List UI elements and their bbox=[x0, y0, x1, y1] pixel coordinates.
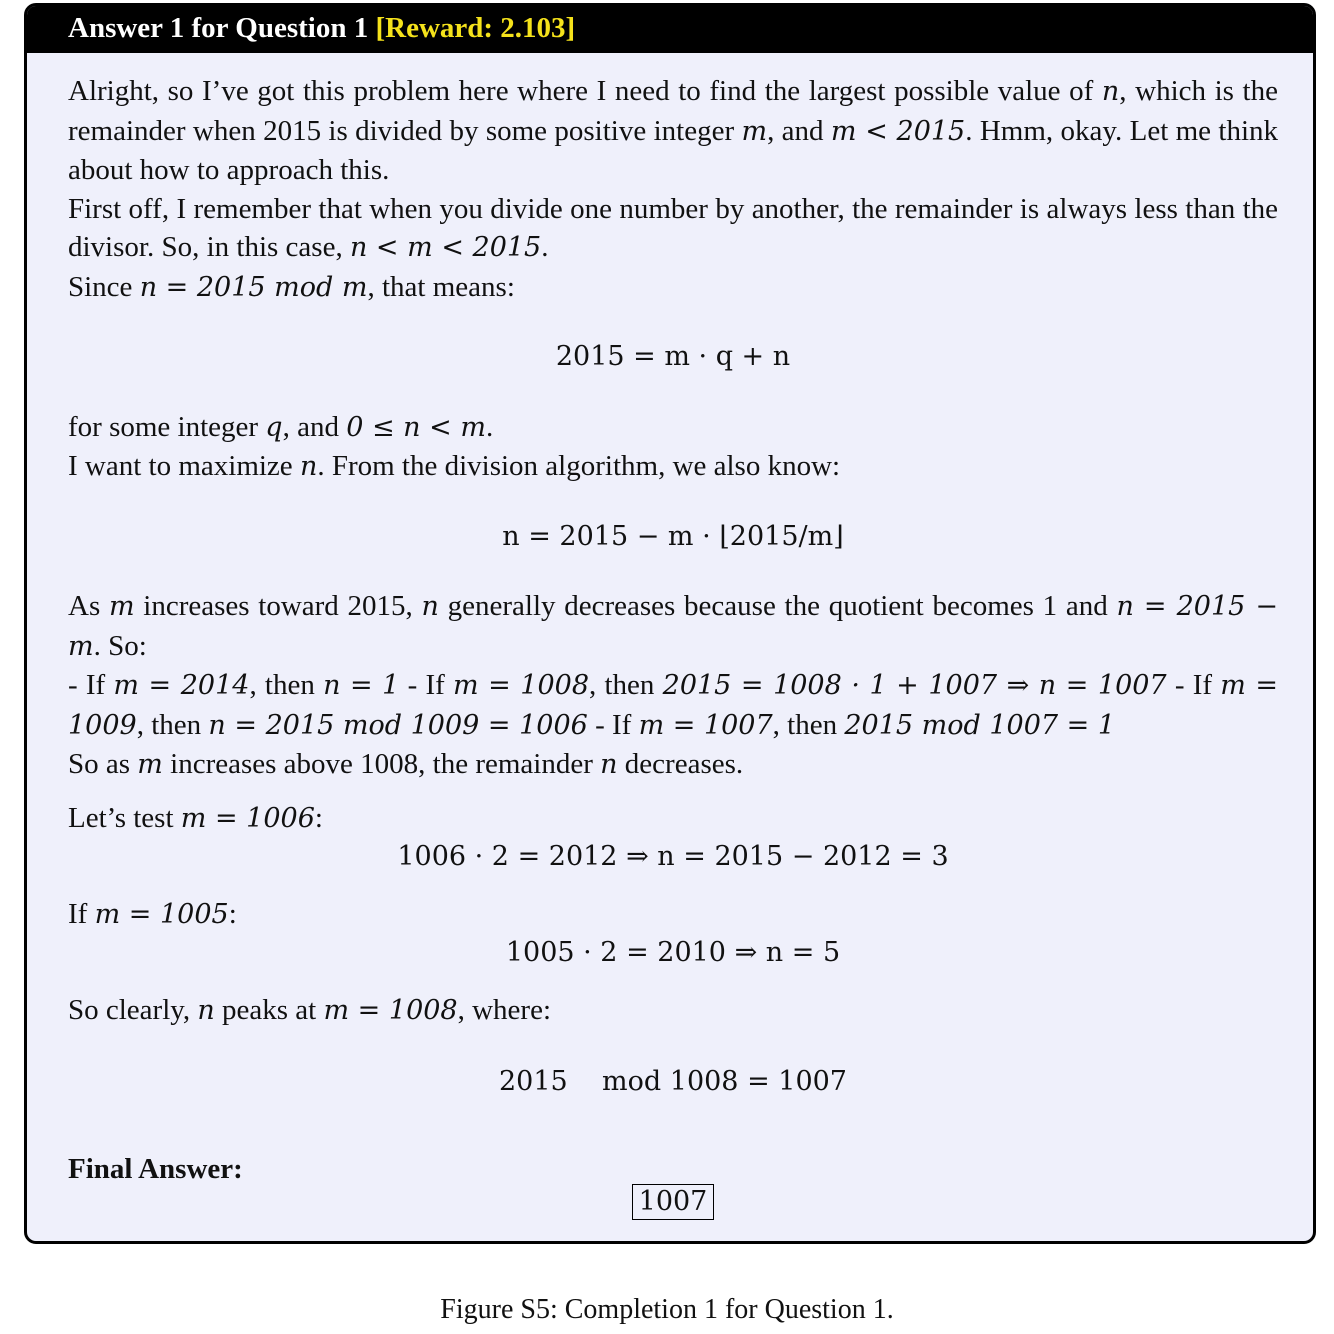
figure-caption: Figure S5: Completion 1 for Question 1. bbox=[440, 1294, 894, 1325]
reward-label: [Reward: 2.103] bbox=[375, 12, 576, 44]
answer-body bbox=[68, 72, 1278, 1221]
equation-test-1006: 1006 · 2 = 2012 ⇒ n = 2015 − 2012 = 3 bbox=[397, 841, 949, 872]
paragraph-integer-q: for some integer q, and 0 ≤ n < m. bbox=[68, 410, 494, 443]
final-answer-box: 1007 bbox=[632, 1184, 715, 1220]
paragraph-remainder-rule: First off, I remember that when you divide one number by another, the remainder is always less than the divisor. So, in this case, n < m < 2015. bbox=[68, 192, 1278, 263]
final-answer-label: Final Answer: bbox=[68, 1152, 243, 1185]
equation-result: 2015 mod 1008 = 1007 bbox=[499, 1066, 847, 1097]
answer-title bbox=[68, 12, 575, 45]
paragraph-intro: Alright, so I’ve got this problem here where I need to find the largest possible value of n, which is the remainder when 2015 is divided by some positive integer m, and m < 2015. Hmm, okay. Let me think about how to approach this. bbox=[68, 75, 1279, 186]
answer-title-text: Answer 1 for Question 1 bbox=[68, 12, 369, 44]
equation-floor: n = 2015 − m · ⌊2015/m⌋ bbox=[502, 520, 844, 552]
equation-division: 2015 = m · q + n bbox=[555, 341, 791, 372]
paragraph-maximize: I want to maximize n. From the division algorithm, we also know: bbox=[68, 450, 841, 482]
answer-box bbox=[24, 3, 1316, 1244]
paragraph-decreases: So as m increases above 1008, the remainder n decreases. bbox=[68, 748, 744, 780]
paragraph-increase: As m increases toward 2015, n generally decreases because the quotient becomes 1 and n = 2015 − m. So: bbox=[68, 590, 1278, 662]
paragraph-peak: So clearly, n peaks at m = 1008, where: bbox=[68, 993, 552, 1026]
paragraph-since: Since n = 2015 mod m, that means: bbox=[68, 270, 515, 303]
final-answer-row bbox=[68, 1182, 1278, 1221]
paragraph-test-1006: Let’s test m = 1006: bbox=[68, 801, 323, 834]
answer-header bbox=[27, 6, 1313, 53]
equation-test-1005: 1005 · 2 = 2010 ⇒ n = 5 bbox=[505, 937, 841, 968]
paragraph-test-1005: If m = 1005: bbox=[68, 897, 237, 930]
paragraph-cases: - If m = 2014, then n = 1 - If m = 1008, then 2015 = 1008 · 1 + 1007 ⇒ n = 1007 - If m = 1009, then n = 2015 mod 1009 = 1006 - If m = 1007, then 2015 mod 1007 = 1 bbox=[68, 669, 1279, 741]
